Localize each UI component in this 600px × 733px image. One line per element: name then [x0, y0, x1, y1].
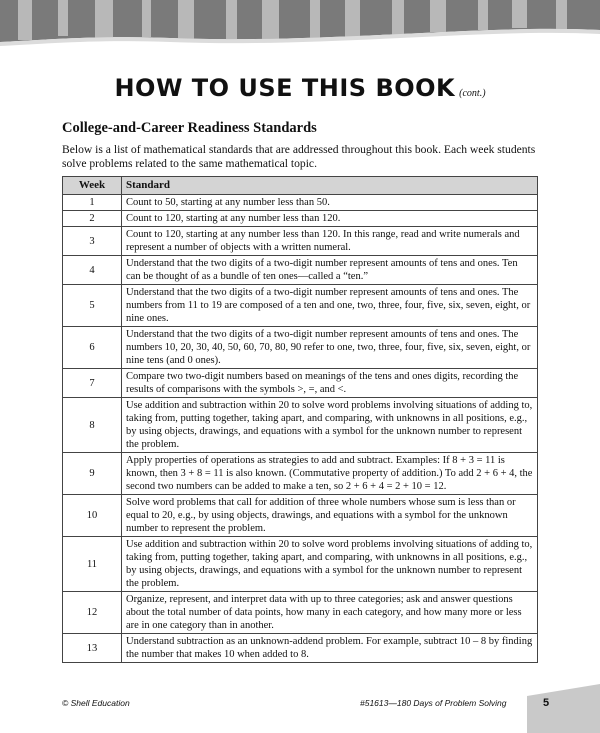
- week-cell: 13: [63, 634, 122, 663]
- table-row: [63, 195, 538, 211]
- standard-cell: Compare two two-digit numbers based on meanings of the tens and ones digits, recording the results of comparisons with the symbols >, =, and <.: [122, 369, 538, 398]
- title-text: HOW TO USE THIS BOOK: [114, 74, 456, 102]
- week-cell: 12: [63, 592, 122, 634]
- standard-cell: Use addition and subtraction within 20 to solve word problems involving situations of adding to, taking from, putting together, taking apart, and comparing, with unknowns in all positions, e.g., by using objects, drawings, and equations with a symbol for the unknown number to represent the problem.: [122, 537, 538, 592]
- week-cell: 6: [63, 327, 122, 369]
- table-row: [63, 227, 538, 256]
- standard-cell: Understand that the two digits of a two-digit number represent amounts of tens and ones. The numbers 10, 20, 30, 40, 50, 60, 70, 80, 90 refer to one, two, three, four, five, six, seven, eight, or nine tens (and 0 ones).: [122, 327, 538, 369]
- week-cell: 2: [63, 211, 122, 227]
- table-row: [63, 398, 538, 453]
- column-header-week: Week: [63, 177, 122, 195]
- table-header-row: [63, 177, 538, 195]
- week-cell: 11: [63, 537, 122, 592]
- week-cell: 10: [63, 495, 122, 537]
- week-cell: 7: [63, 369, 122, 398]
- header-banner: [0, 0, 600, 52]
- table-row: [63, 256, 538, 285]
- week-cell: 3: [63, 227, 122, 256]
- standard-cell: Organize, represent, and interpret data with up to three categories; ask and answer questions about the total number of data points, how many in each category, and how many more or less are in one category than in another.: [122, 592, 538, 634]
- column-header-standard: Standard: [122, 177, 538, 195]
- book-reference: #51613—180 Days of Problem Solving: [360, 698, 507, 708]
- table-row: [63, 327, 538, 369]
- standard-cell: Count to 120, starting at any number less than 120.: [122, 211, 538, 227]
- standard-cell: Count to 50, starting at any number less than 50.: [122, 195, 538, 211]
- page-number: 5: [542, 697, 550, 709]
- standards-table: [62, 176, 538, 663]
- intro-paragraph: Below is a list of mathematical standards that are addressed throughout this book. Each week students solve problems related to the same mathematical topic.: [62, 143, 536, 170]
- week-cell: 1: [63, 195, 122, 211]
- table-row: [63, 285, 538, 327]
- standard-cell: Apply properties of operations as strategies to add and subtract. Examples: If 8 + 3 = 11 is known, then 3 + 8 = 11 is also known. (Commutative property of addition.) To add 2 + 6 + 4, the second two numbers can be added to make a ten, so 2 + 6 + 4 = 2 + 10 = 12.: [122, 453, 538, 495]
- title-suffix: (cont.): [459, 88, 486, 99]
- section-heading: College-and-Career Readiness Standards: [62, 120, 317, 136]
- standard-cell: Understand that the two digits of a two-digit number represent amounts of tens and ones. Ten can be thought of as a bundle of ten ones—called a “ten.”: [122, 256, 538, 285]
- standard-cell: Solve word problems that call for addition of three whole numbers whose sum is less than or equal to 20, e.g., by using objects, drawings, and equations with a symbol for the unknown number to represent the problem.: [122, 495, 538, 537]
- copyright-text: © Shell Education: [62, 698, 130, 708]
- standard-cell: Use addition and subtraction within 20 to solve word problems involving situations of adding to, taking from, putting together, taking apart, and comparing, with unknowns in all positions, e.g., by using objects, drawings, and equations with a symbol for the unknown number to represent the problem.: [122, 398, 538, 453]
- week-cell: 4: [63, 256, 122, 285]
- week-cell: 8: [63, 398, 122, 453]
- week-cell: 5: [63, 285, 122, 327]
- table-row: [63, 369, 538, 398]
- standard-cell: Understand that the two digits of a two-digit number represent amounts of tens and ones. The numbers from 11 to 19 are composed of a ten and one, two, three, four, five, six, seven, eight, or nine ones.: [122, 285, 538, 327]
- page-title: [0, 74, 600, 102]
- table-row: [63, 453, 538, 495]
- week-cell: 9: [63, 453, 122, 495]
- table-row: [63, 592, 538, 634]
- standard-cell: Count to 120, starting at any number less than 120. In this range, read and write numerals and represent a number of objects with a written numeral.: [122, 227, 538, 256]
- table-row: [63, 634, 538, 663]
- table-row: [63, 211, 538, 227]
- table-row: [63, 495, 538, 537]
- table-row: [63, 537, 538, 592]
- standard-cell: Understand subtraction as an unknown-addend problem. For example, subtract 10 – 8 by finding the number that makes 10 when added to 8.: [122, 634, 538, 663]
